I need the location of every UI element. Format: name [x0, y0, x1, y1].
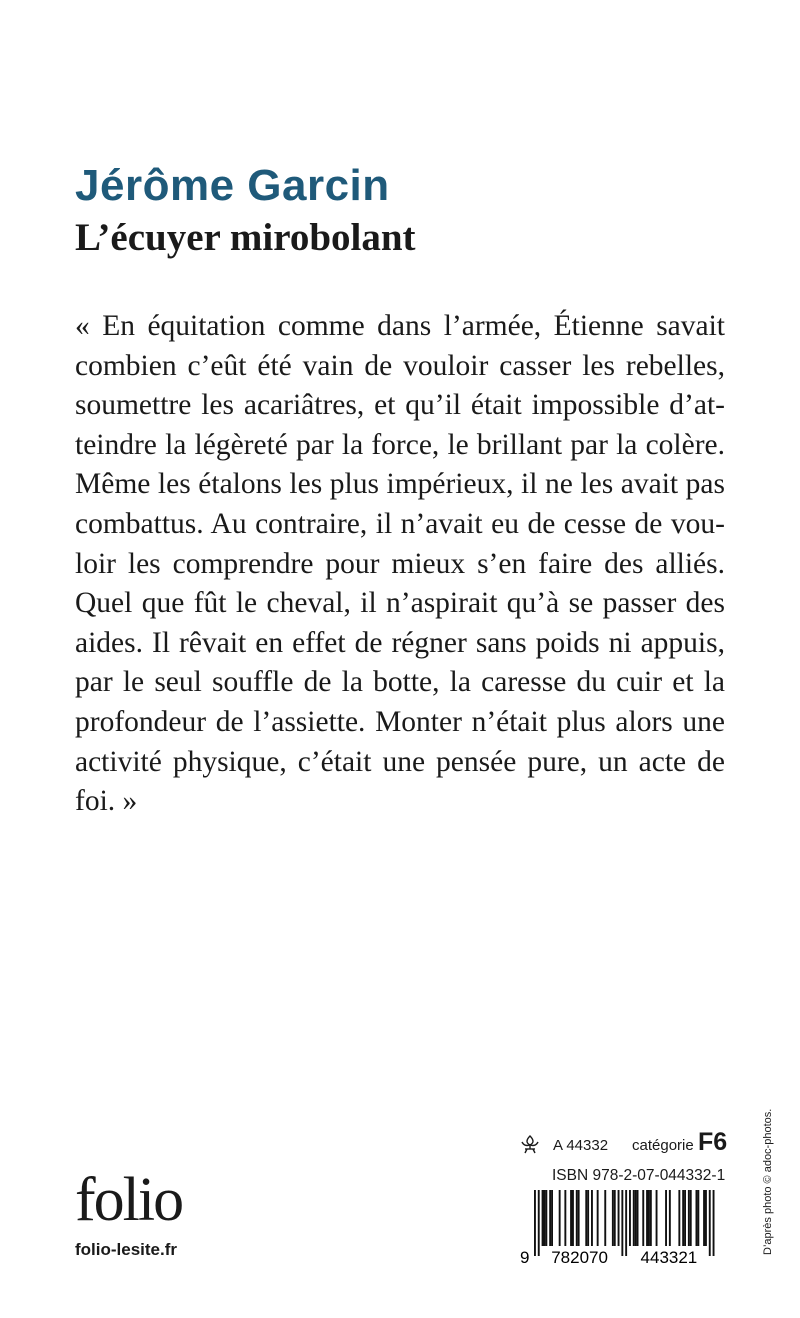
barcode-bar	[678, 1190, 680, 1246]
barcode-bar	[635, 1190, 637, 1246]
barcode-bar	[697, 1190, 699, 1246]
publisher-website: folio-lesite.fr	[75, 1240, 178, 1259]
barcode	[520, 1190, 720, 1266]
barcode-bar	[648, 1190, 650, 1246]
barcode-bar	[614, 1190, 616, 1246]
barcode-bar	[576, 1190, 578, 1246]
barcode-bar	[534, 1190, 536, 1256]
barcode-bar	[696, 1190, 698, 1246]
blurb-line: soumettre les acariâtres, et qu’il était impossible d’at-	[75, 389, 725, 422]
barcode-bar	[682, 1190, 684, 1246]
blurb	[75, 307, 725, 822]
blurb-line: combien c’eût été vain de vouloir casser les rebelles,	[75, 349, 725, 382]
barcode-digits: 782070	[551, 1248, 608, 1266]
barcode-bar	[703, 1190, 705, 1246]
barcode-bar	[591, 1190, 593, 1246]
barcode-bar	[551, 1190, 553, 1246]
barcode-bar	[625, 1190, 627, 1256]
barcode-bar	[650, 1190, 652, 1246]
barcode-digits: 9	[520, 1248, 530, 1266]
author-name: Jérôme Garcin	[75, 161, 390, 210]
barcode-bar	[570, 1190, 572, 1246]
folio-logo: folio	[75, 1166, 183, 1234]
barcode-bar	[542, 1190, 544, 1246]
barcode-bar	[572, 1190, 574, 1246]
barcode-bar	[612, 1190, 614, 1246]
barcode-digits: 443321	[640, 1248, 698, 1266]
barcode-bar	[618, 1190, 620, 1246]
category-value: F6	[698, 1128, 728, 1156]
barcode-bar	[642, 1190, 644, 1246]
blurb-line: « En équitation comme dans l’armée, Étienne savait	[75, 310, 725, 342]
barcode-bar	[669, 1190, 671, 1246]
blurb-line: Même les étalons les plus impérieux, il ne les avait pas	[75, 468, 725, 501]
barcode-bar	[656, 1190, 658, 1246]
barcode-bar	[587, 1190, 589, 1246]
blurb-line: combattus. Au contraire, il n’avait eu de cesse de vou-	[75, 507, 725, 540]
barcode-bar	[621, 1190, 623, 1256]
barcode-bar	[713, 1190, 715, 1256]
book-title: L’écuyer mirobolant	[75, 216, 416, 259]
barcode-bar	[604, 1190, 606, 1246]
blurb-line: teindre la légèreté par la force, le brillant par la colère.	[75, 428, 725, 461]
barcode-bar	[633, 1190, 635, 1246]
isbn: ISBN 978-2-07-044332-1	[552, 1167, 726, 1184]
barcode-bar	[665, 1190, 667, 1246]
barcode-bar	[637, 1190, 639, 1246]
barcode-bar	[549, 1190, 551, 1246]
barcode-bar	[585, 1190, 587, 1246]
barcode-bar	[597, 1190, 599, 1246]
blurb-line: profondeur de l’assiette. Monter n’était plus alors une	[75, 705, 725, 738]
barcode-bar	[646, 1190, 648, 1246]
category-label: catégorie	[632, 1137, 694, 1154]
fleur-icon	[520, 1134, 540, 1154]
blurb-line: foi. »	[75, 785, 138, 818]
barcode-bar	[578, 1190, 580, 1246]
barcode-bar	[709, 1190, 711, 1256]
barcode-bar	[688, 1190, 690, 1246]
barcode-bar	[538, 1190, 540, 1256]
photo-credit: D’après photo © adoc-photos.	[762, 1108, 774, 1255]
catalog-row	[520, 1128, 728, 1160]
blurb-line: loir les comprendre pour mieux s’en faire des alliés.	[75, 547, 725, 580]
barcode-bar	[564, 1190, 566, 1246]
barcode-bar	[545, 1190, 547, 1246]
barcode-bar	[544, 1190, 546, 1246]
blurb-line: activité physique, c’était une pensée pure, un acte de	[75, 745, 725, 778]
blurb-line: Quel que fût le cheval, il n’aspirait qu’à se passer des	[75, 587, 725, 620]
catalog-code: A 44332	[553, 1137, 609, 1154]
barcode-bar	[684, 1190, 686, 1246]
barcode-bar	[690, 1190, 692, 1246]
blurb-line: par le seul souffle de la botte, la caresse du cuir et la	[75, 666, 725, 699]
barcode-bar	[559, 1190, 561, 1246]
barcode-bar	[629, 1190, 631, 1246]
blurb-line: aides. Il rêvait en effet de régner sans poids ni appuis,	[75, 626, 725, 659]
barcode-bar	[705, 1190, 707, 1246]
